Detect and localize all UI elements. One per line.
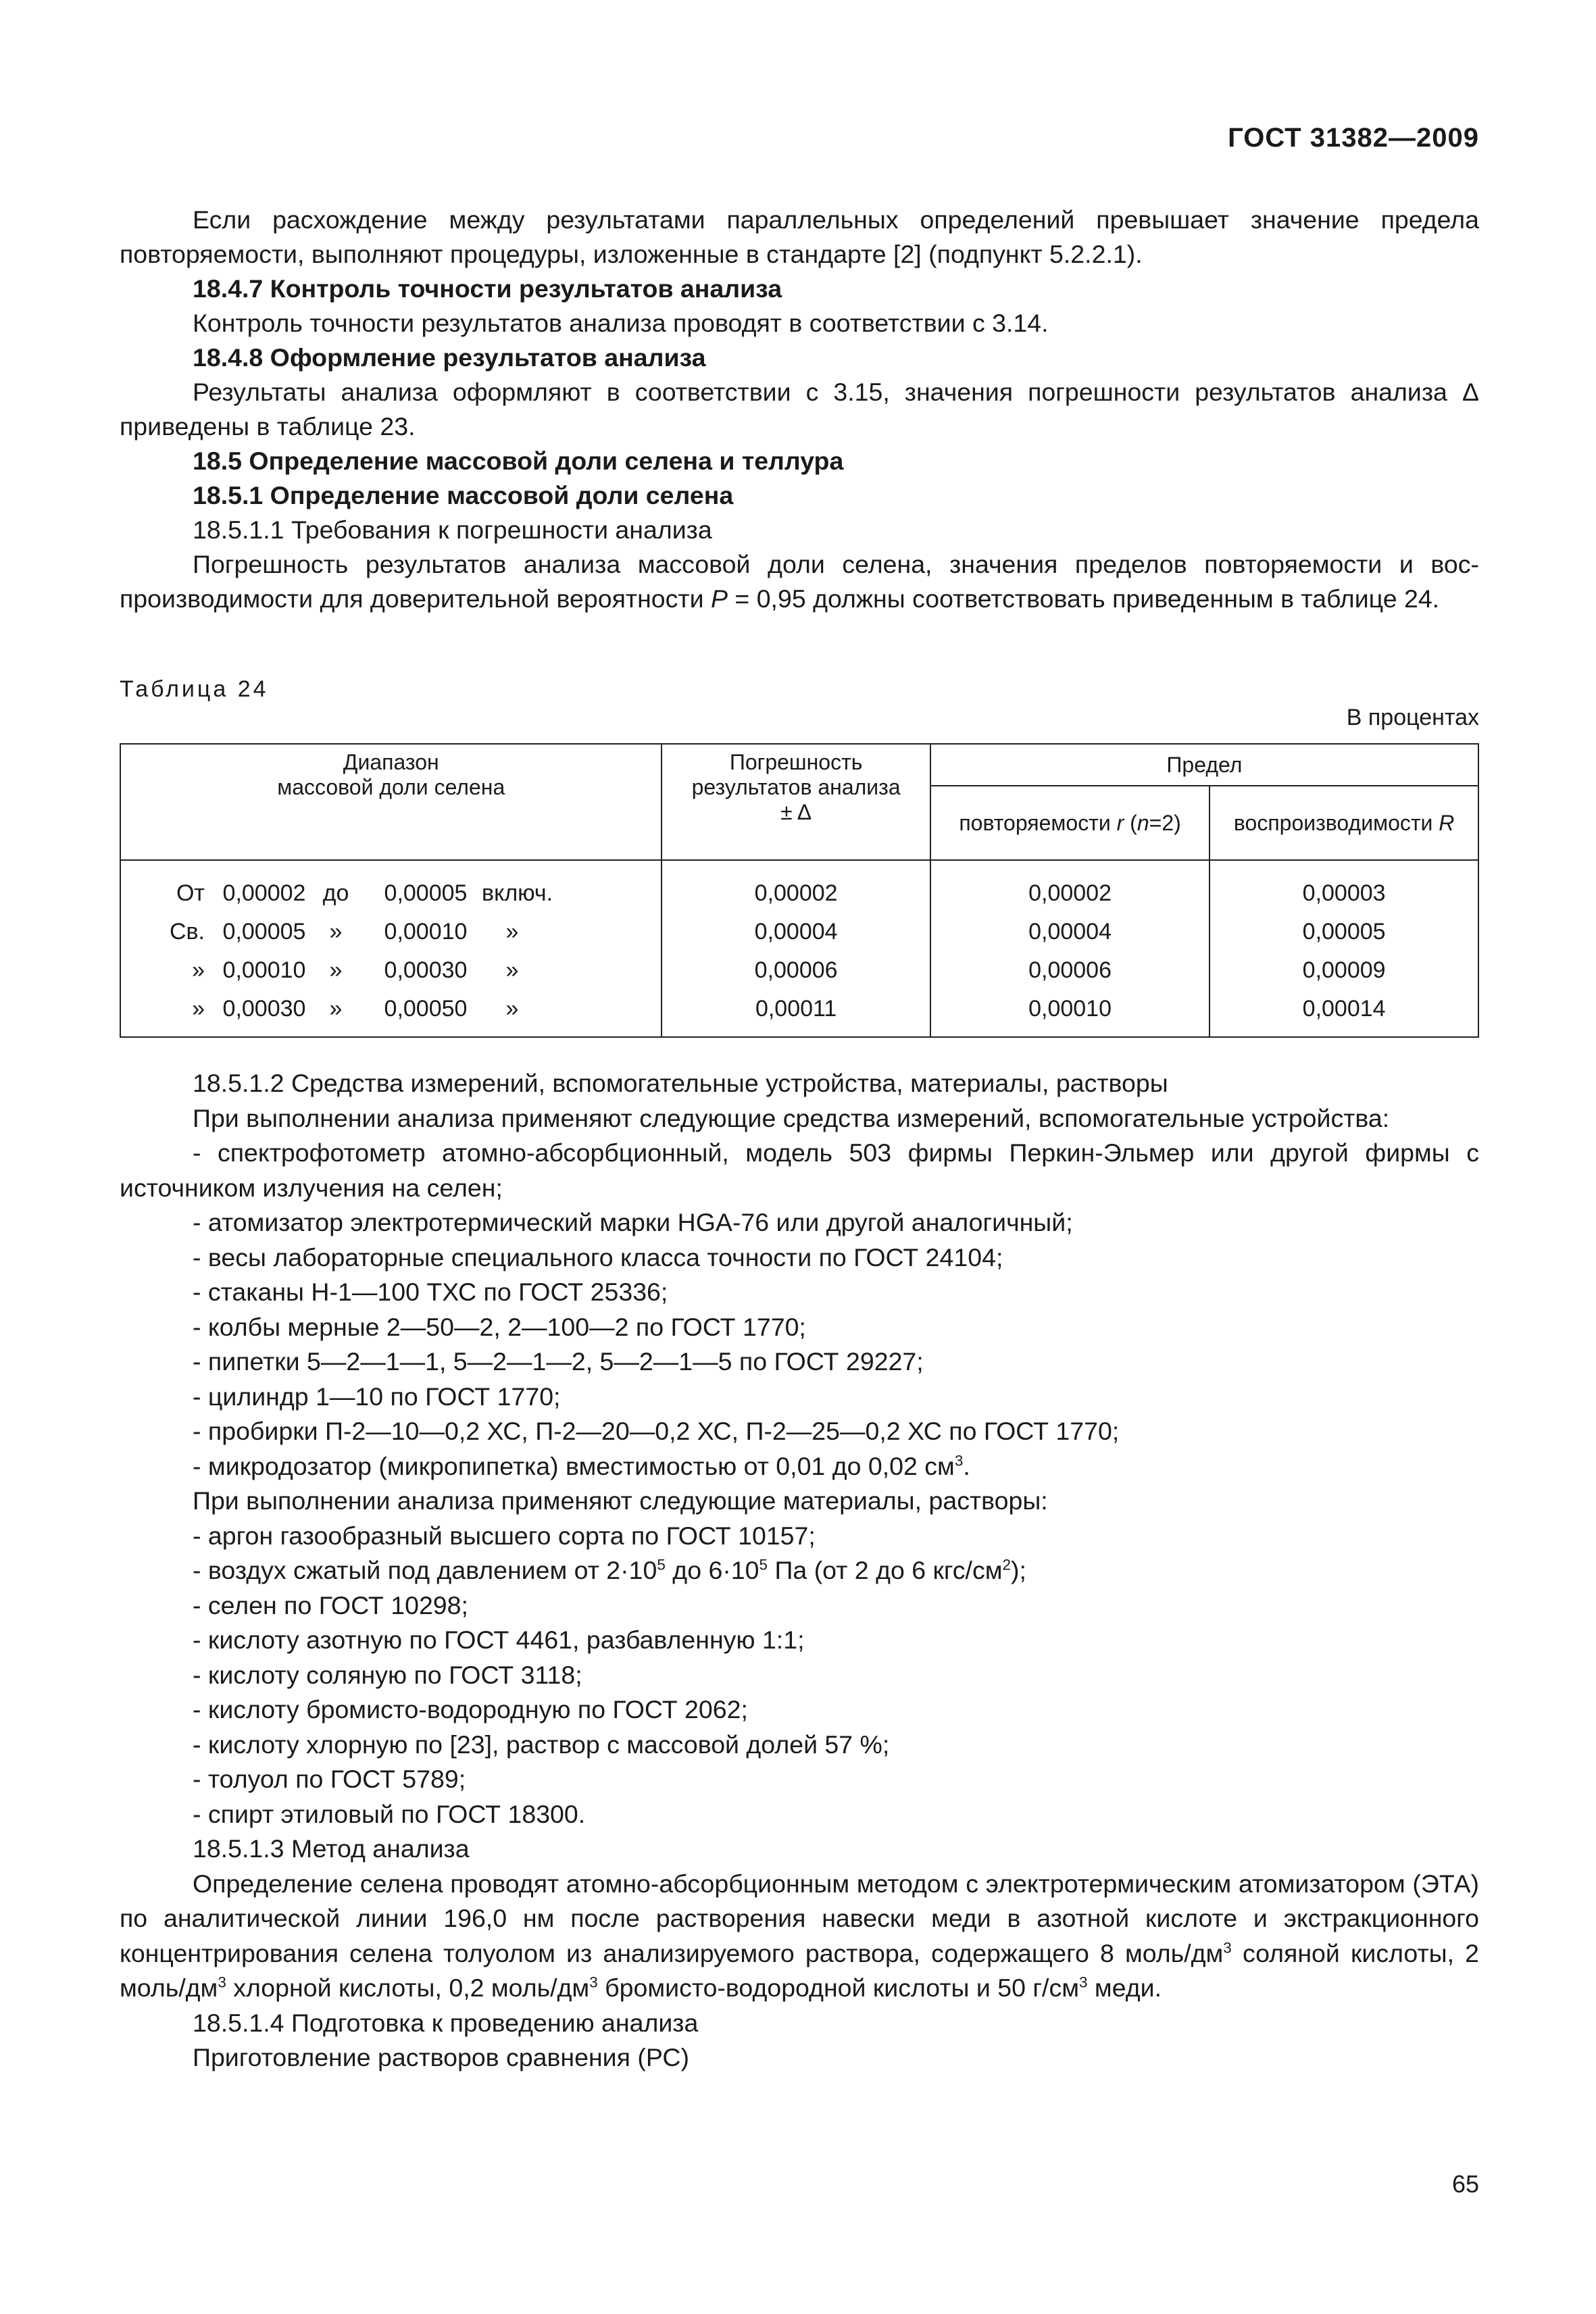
paragraph: Приготовление растворов сравнения (РС)	[193, 2043, 690, 2071]
paragraph: При выполнении анализа применяют следующие материалы, растворы:	[193, 1486, 1048, 1515]
range-cell: » 0,00030 » 0,00050 »	[120, 990, 662, 1037]
list-item: - аргон газообразный высшего сорта по ГОСТ 10157;	[193, 1521, 816, 1550]
list-item: - колбы мерные 2—50—2, 2—100—2 по ГОСТ 1770;	[193, 1312, 806, 1341]
reproducibility-cell: 0,00014	[1210, 990, 1478, 1037]
column-header-range: Диапазон массовой доли селена	[120, 744, 662, 860]
list-item: - пробирки П-2—10—0,2 ХС, П-2—20—0,2 ХС, П-2—25—0,2 ХС по ГОСТ 1770;	[193, 1417, 1120, 1445]
list-item: - кислоту азотную по ГОСТ 4461, разбавленную 1:1;	[193, 1626, 805, 1654]
error-cell: 0,00004	[662, 913, 930, 951]
list-item: - селен по ГОСТ 10298;	[193, 1590, 468, 1619]
section-heading: 18.4.7 Контроль точности результатов анализа	[193, 274, 782, 303]
subsection-heading: 18.5.1.2 Средства измерений, вспомогательные устройства, материалы, растворы	[193, 1069, 1168, 1097]
reproducibility-cell: 0,00005	[1210, 913, 1478, 951]
table-units: В процентах	[1346, 705, 1479, 730]
list-item: - воздух сжатый под давлением от $2\cdot 10^5$ до $6\cdot 10^5$ Па (от 2 до 6 кгс/$см^2$);	[193, 1556, 1026, 1584]
list-item: - кислоту соляную по ГОСТ 3118;	[193, 1660, 582, 1689]
list-item: - микродозатор (микропипетка) вместимостью от 0,01 до 0,02 $см^3$.	[193, 1451, 970, 1480]
list-item: - кислоту хлорную по [23], раствор с массовой долей 57 %;	[193, 1730, 890, 1759]
range-cell: Св. 0,00005 » 0,00010 »	[120, 913, 662, 951]
repeatability-cell: 0,00006	[930, 951, 1210, 990]
intro-text	[120, 203, 1479, 616]
list-item: - пипетки 5—2—1—1, 5—2—1—2, 5—2—1—5 по ГОСТ 29227;	[193, 1347, 924, 1376]
list-item: - толуол по ГОСТ 5789;	[193, 1765, 466, 1793]
repeatability-cell: 0,00010	[930, 990, 1210, 1037]
paragraph: Определение селена проводят атомно-абсорбционным методом с электротермическим атомизатором (ЭТА) по аналитической линии 196,0 нм после растворения навески меди в азотной кислоте и экстракционного концентрирования селена толуолом из анализируемого раствора, содержащего 8 моль/$дм^3$ соляной кислоты, 2 моль/$дм^3$ хлорной кислоты, 0,2 моль/$дм^3$ бромисто-водородной кислоты и 50 $г/см^3$ меди.	[120, 1869, 1479, 2002]
table-row	[120, 990, 1478, 1037]
table-caption: Таблица 24	[120, 676, 269, 702]
repeatability-cell: 0,00004	[930, 913, 1210, 951]
reproducibility-cell: 0,00009	[1210, 951, 1478, 990]
list-item: - атомизатор электротермический марки HGA-76 или другой аналогичный;	[193, 1208, 1073, 1236]
range-cell: » 0,00010 » 0,00030 »	[120, 951, 662, 990]
repeatability-cell: 0,00002	[930, 860, 1210, 913]
list-item: - весы лабораторные специального класса точности по ГОСТ 24104;	[193, 1242, 1003, 1272]
list-item: - цилиндр 1—10 по ГОСТ 1770;	[193, 1382, 561, 1411]
error-cell: 0,00006	[662, 951, 930, 990]
list-item: - спирт этиловый по ГОСТ 18300.	[193, 1799, 586, 1828]
subsection-heading: 18.5.1.4 Подготовка к проведению анализа	[193, 2008, 699, 2037]
column-header-repeatability: повторяемости r (n=2)	[930, 786, 1210, 860]
paragraph: Если расхождение между результатами параллельных определений превышает значение предела повторяемости, выполняют процедуры, изложенные в стандарте [2] (подпункт 5.2.2.1).	[120, 205, 1479, 268]
paragraph: Погрешность результатов анализа массовой доли селена, значения пределов повторяемости и воспроизводимости для доверительной вероятности P = 0,95 должны соответствовать приведенным в таблице 24.	[120, 550, 1479, 613]
column-header-limit: Предел	[930, 744, 1478, 786]
page-number: 65	[1451, 2170, 1479, 2198]
column-header-error: Погрешность результатов анализа ± Δ	[662, 744, 930, 860]
subsection-heading: 18.5.1.1 Требования к погрешности анализа	[193, 515, 712, 544]
paragraph: Результаты анализа оформляют в соответствии с 3.15, значения погрешности результатов анализа Δ приведены в таблице 23.	[120, 378, 1479, 441]
section-heading: 18.4.8 Оформление результатов анализа	[193, 343, 706, 372]
document-header: ГОСТ 31382—2009	[1228, 123, 1479, 153]
reproducibility-cell: 0,00003	[1210, 860, 1478, 913]
list-item: - кислоту бромисто-водородную по ГОСТ 2062;	[193, 1695, 748, 1724]
table-row	[120, 860, 1478, 913]
paragraph: При выполнении анализа применяют следующие средства измерений, вспомогательные устройства:	[193, 1103, 1390, 1132]
error-cell: 0,00011	[662, 990, 930, 1037]
list-item: - спектрофотометр атомно-абсорбционный, модель 503 фирмы Перкин-Эльмер или другой фирмы с источником излучения на селен;	[120, 1138, 1479, 1202]
column-header-reproducibility: воспроизводимости R	[1210, 786, 1478, 860]
range-cell: От 0,00002 до 0,00005 включ.	[120, 860, 662, 913]
data-table	[120, 743, 1479, 1038]
section-heading: 18.5.1 Определение массовой доли селена	[193, 481, 734, 509]
error-cell: 0,00002	[662, 860, 930, 913]
list-item: - стаканы Н-1—100 ТХС по ГОСТ 25336;	[193, 1278, 668, 1306]
subsection-heading: 18.5.1.3 Метод анализа	[193, 1834, 470, 1863]
section-heading: 18.5 Определение массовой доли селена и теллура	[193, 447, 844, 475]
table-row	[120, 913, 1478, 951]
paragraph: Контроль точности результатов анализа проводят в соответствии с 3.14.	[193, 309, 1049, 337]
table-row	[120, 951, 1478, 990]
body-text	[120, 1066, 1479, 2076]
